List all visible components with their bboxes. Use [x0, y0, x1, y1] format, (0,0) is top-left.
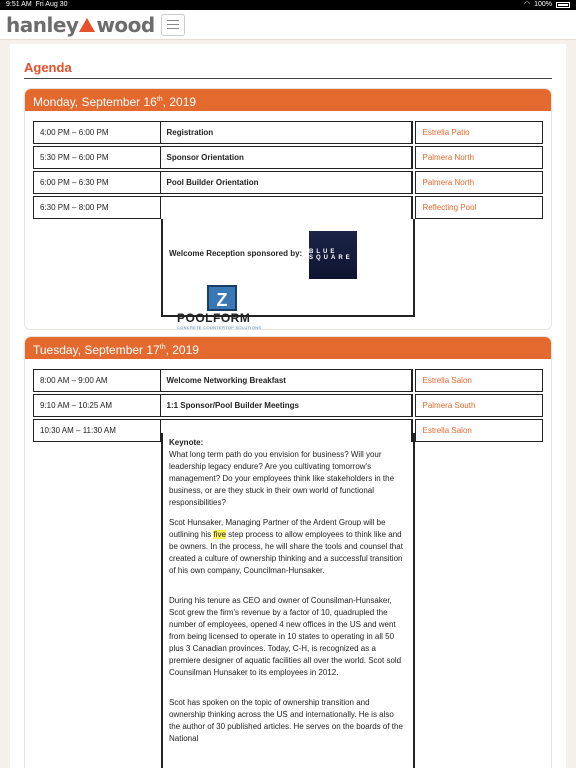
agenda-row	[33, 369, 543, 392]
page-title: Agenda	[24, 60, 552, 79]
reception-sponsor-block	[161, 219, 415, 330]
wifi-icon: ◠	[523, 1, 531, 8]
logo-text-left: hanley	[6, 12, 79, 37]
agenda-row	[33, 121, 543, 144]
keynote-paragraph: During his tenure as CEO and owner of Counsilman-Hunsaker, Scot grew the firm's revenue by a factor of 10, quadrupled the number of employees, opened 4 new offices in the US and went from being licensed to operate in 10 states to operating in all 50 plus 3 Canadian provinces. Today, C-H, is recognized as a premiere designer of aquatic facilities all over the world. Scot sold Counsilman Hunsaker to its employees in 2012.	[169, 596, 402, 677]
highlighted-word: five	[213, 530, 226, 539]
status-bar	[0, 0, 576, 10]
day-card-monday	[24, 88, 552, 330]
poolform-wordmark: POOLFORM	[177, 311, 251, 325]
menu-line-icon	[167, 28, 179, 29]
row-event: Registration	[161, 121, 414, 144]
day-label-year: , 2019	[165, 343, 199, 357]
day-label: Monday, September 16	[33, 95, 157, 109]
agenda-row	[33, 171, 543, 194]
row-time: 8:00 AM – 9:00 AM	[33, 369, 161, 392]
poolform-logo	[177, 285, 273, 330]
keynote-text: Scot Hunsaker, Managing Partner of the Ardent Group will be outlining his	[169, 518, 386, 539]
row-location: Palmera South	[415, 394, 543, 417]
battery-label: 100%	[534, 1, 552, 8]
menu-line-icon	[167, 24, 179, 25]
hamburger-menu-button[interactable]	[161, 14, 185, 36]
row-time: 9:10 AM – 10:25 AM	[33, 394, 161, 417]
logo-text-right: wood	[96, 12, 155, 37]
day-label-sup: th	[159, 344, 166, 351]
day-header	[25, 89, 551, 111]
keynote-text: step process to allow employees to think like and be owners. In the process, he will share the tools and counsel that created a culture of ownership thinking and a successful transition of his own company, Councilman-Hunsaker.	[169, 530, 403, 575]
row-event: 1:1 Sponsor/Pool Builder Meetings	[161, 394, 414, 417]
row-time: 5:30 PM – 6:00 PM	[33, 146, 161, 169]
row-location: Estrella Salon	[415, 369, 543, 392]
poolform-z-icon: Z	[207, 285, 237, 311]
row-location: Estrella Salon	[415, 419, 543, 442]
app-header	[0, 10, 576, 40]
keynote-description	[161, 433, 415, 768]
day-label-year: , 2019	[162, 95, 197, 109]
status-date: Fri Aug 30	[35, 1, 68, 8]
status-time: 9:51 AM	[6, 1, 32, 8]
keynote-paragraph: What long term path do you envision for business? Will your leadership legacy endure? Are you cultivating tomorrow's management? Do your employees think like stakeholders in the business, or are they stuck in their own world of functional responsibilities?	[169, 450, 395, 507]
row-location: Reflecting Pool	[415, 196, 543, 219]
keynote-paragraph	[169, 517, 407, 577]
agenda-row	[33, 196, 543, 219]
blue-square-logo: BLUE SQUARE	[309, 231, 357, 279]
row-time: 4:00 PM – 6:00 PM	[33, 121, 161, 144]
day-card-tuesday	[24, 336, 552, 768]
agenda-row	[33, 394, 543, 417]
row-event: Welcome Networking Breakfast	[161, 369, 414, 392]
logo-triangle-icon	[79, 18, 95, 32]
row-event	[161, 196, 414, 219]
menu-line-icon	[167, 20, 179, 21]
day-header	[25, 337, 551, 359]
row-time: 10:30 AM – 11:30 AM	[33, 419, 161, 442]
row-event: Pool Builder Orientation	[161, 171, 414, 194]
day-label-sup: th	[156, 96, 163, 103]
agenda-row	[33, 146, 543, 169]
reception-text: Welcome Reception sponsored by:	[169, 249, 303, 258]
battery-icon	[556, 2, 570, 8]
row-location: Palmera North	[415, 146, 543, 169]
keynote-paragraph: Scot has spoken on the topic of ownership transition and ownership thinking across the US and internationally. He is also the author of 30 published articles. He serves on the boards of the National	[169, 698, 403, 743]
agenda-page	[10, 44, 566, 768]
row-time: 6:30 PM – 8:00 PM	[33, 196, 161, 219]
poolform-subtitle: CONCRETE COUNTERTOP SOLUTIONS	[177, 325, 262, 330]
day-label: Tuesday, September 17	[33, 343, 160, 357]
row-time: 6:00 PM – 6:30 PM	[33, 171, 161, 194]
row-event: Sponsor Orientation	[161, 146, 414, 169]
hanley-wood-logo[interactable]	[6, 13, 155, 37]
row-location: Palmera North	[415, 171, 543, 194]
keynote-title: Keynote:	[169, 438, 204, 447]
row-location: Estrella Patio	[415, 121, 543, 144]
